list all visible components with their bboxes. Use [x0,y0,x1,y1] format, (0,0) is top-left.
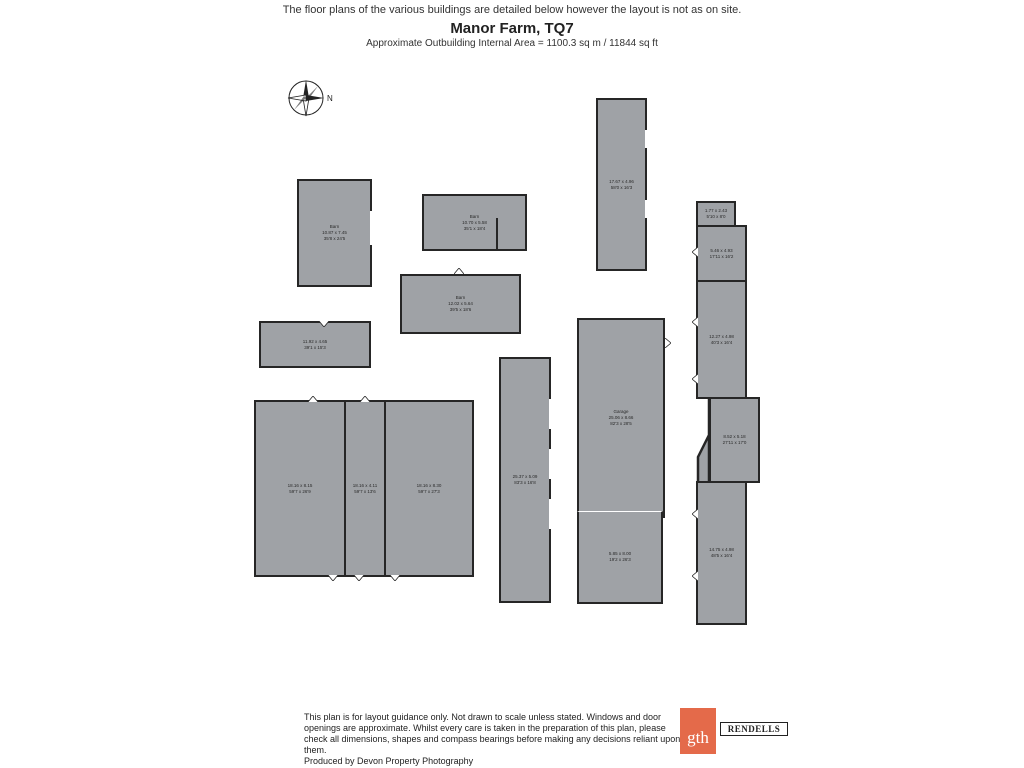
room-barn-top-middle [422,194,527,251]
room-metric: 11.92 x 4.65 [302,338,328,344]
room-metric: 25.37 x 5.09 [512,474,538,479]
room-store-b [696,280,747,399]
door-icon [354,575,364,581]
room-store-left [259,321,371,368]
window [645,130,648,148]
producer-credit: Produced by Devon Property Photography [304,756,474,766]
room-barn-top-left [297,179,372,287]
disclaimer [304,712,682,767]
door-icon [454,268,464,274]
room-bay-1 [254,400,346,577]
room-imperial: 17'11 x 16'2 [709,253,734,259]
room-metric: 18.16 x 8.30 [416,482,442,488]
room-store-a [696,225,747,282]
door-icon [692,317,698,327]
room-metric: 18.16 x 8.15 [287,482,313,488]
room-imperial: 39'5 x 18'6 [449,307,472,312]
window [370,211,373,245]
room-imperial: 58'0 x 16'3 [610,184,633,190]
room-store-c [709,397,760,483]
room-imperial: 59'7 x 13'6 [354,488,376,494]
room-bay-2 [344,400,386,577]
room-small-store [696,201,736,227]
room-metric: 10.87 x 7.45 [322,230,347,235]
window [549,449,552,479]
room-long-shed [499,357,551,603]
room-name: Barn [455,295,466,300]
room-imperial: 83'3 x 16'8 [514,480,536,485]
room-imperial: 39'1 x 15'3 [304,344,326,350]
room-imperial: 27'11 x 17'0 [722,440,747,445]
plan-title: Manor Farm, TQ7 [450,20,574,37]
room-barn-middle [400,274,521,334]
room-imperial: 48'5 x 16'4 [710,553,733,558]
room-imperial: 5'10 x 8'0 [706,214,726,219]
room-imperial: 59'7 x 27'3 [418,488,440,494]
room-metric: 12.27 x 4.98 [709,333,734,339]
room-metric: 1.77 x 2.43 [704,208,728,213]
room-imperial: 59'7 x 26'9 [289,488,311,494]
door-icon [692,571,698,581]
room-metric: 14.75 x 4.98 [709,547,734,552]
door-icon [308,396,318,402]
store-c-angled-wall [696,397,712,485]
area-subtitle: Approximate Outbuilding Internal Area = 1100.3 sq m / 11844 sq ft [366,38,658,49]
rendells-logo: RENDELLS [720,722,788,736]
door-icon [665,338,671,348]
room-metric: 25.06 x 8.66 [608,415,634,420]
room-imperial: 35'8 x 24'5 [323,236,346,241]
room-metric: 10.70 x 5.58 [462,219,487,225]
door-icon [390,575,400,581]
room-metric: 18.16 x 4.11 [352,482,378,488]
gth-logo: gth [680,708,716,754]
room-name: Barn [469,213,480,219]
partition-wall [496,218,498,251]
room-metric: 5.85 x 8.00 [608,551,632,556]
door-icon [360,396,370,402]
room-imperial: 19'2 x 26'3 [609,557,631,562]
room-bay-3 [384,400,474,577]
room-metric: 17.67 x 4.96 [609,178,634,184]
room-name: Garage [613,409,629,414]
room-garage [577,318,665,518]
door-icon [692,509,698,519]
room-store-d [696,481,747,625]
room-metric: 12.02 x 5.64 [448,301,473,306]
room-imperial: 82'3 x 28'5 [610,421,632,426]
door-icon [328,575,338,581]
compass-rose-icon [284,76,344,120]
door-icon [692,374,698,384]
door-icon [319,321,329,327]
room-metric: 8.52 x 5.18 [723,434,746,439]
room-imperial: 40'3 x 16'4 [710,339,733,345]
room-garage-annex [577,511,663,604]
window [645,200,648,218]
room-metric: 5.46 x 4.93 [710,247,733,253]
compass-north-label: N [327,94,333,103]
room-name: Barn [329,224,340,229]
disclaimer-text: This plan is for layout guidance only. Not drawn to scale unless stated. Windows and door openings are approximate. Whilst every care is taken in the preparation of this plan, please check all dimensions, shapes and compass bearings before making any decisions reliant upon them. [304,712,681,755]
header-note: The floor plans of the various buildings are detailed below however the layout is not as on site. [282,4,742,16]
room-imperial: 35'1 x 18'4 [463,225,486,231]
room-tall-shed [596,98,647,271]
window [549,499,552,529]
window [549,399,552,429]
door-icon [692,247,698,257]
